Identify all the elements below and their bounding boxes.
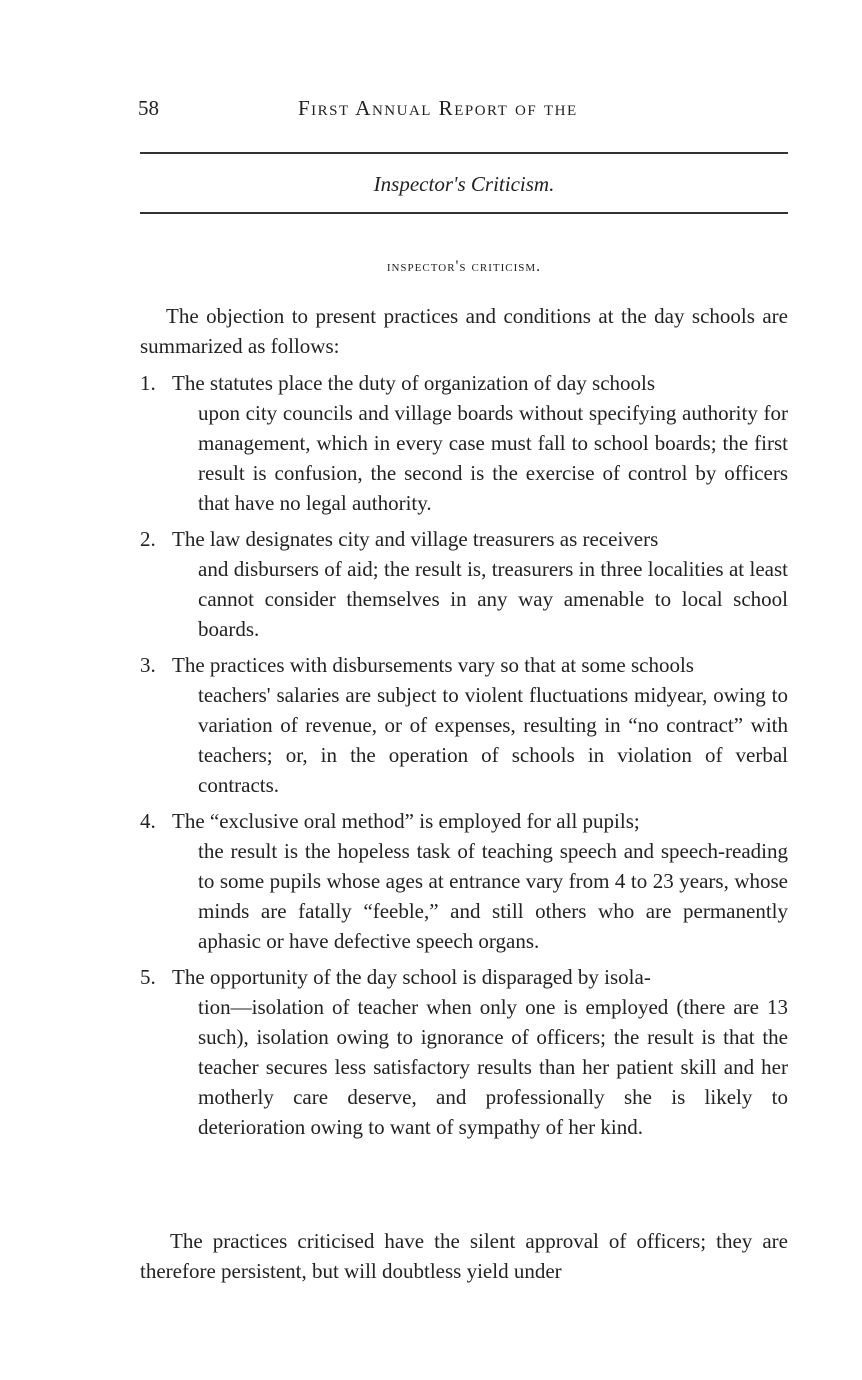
list-item-first-line: The law designates city and village treasurers as receivers <box>172 527 659 551</box>
list-item <box>140 368 788 518</box>
running-title: First Annual Report of the <box>298 96 578 120</box>
list-item-first-line: The statutes place the duty of organization of day schools <box>172 371 656 395</box>
list-item-text: teachers' salaries are subject to violent fluctuations midyear, owing to variation of revenue, or of expenses, resulting in “no contract” with teachers; or, in the operation of schools in violation of verbal contracts. <box>198 683 788 797</box>
list-item-first-line: The opportunity of the day school is disparaged by isola- <box>172 965 651 989</box>
list-item-first-line: The “exclusive oral method” is employed for all pupils; <box>172 809 640 833</box>
page-number: 58 <box>138 96 159 120</box>
list-item-first-line: The practices with disbursements vary so that at some schools <box>172 653 694 677</box>
list-item-number: 1. <box>140 371 156 395</box>
list-item-text: tion—isolation of teacher when only one is employed (there are 13 such), isolation owing to ignorance of officers; the result is that the teacher secures less satisfactory results than her patient skill and her motherly care deserve, and professionally she is likely to deterioration owing to want of sympathy of her kind. <box>198 995 788 1139</box>
list-item <box>140 962 788 1142</box>
list-item <box>140 806 788 956</box>
list-item-number: 5. <box>140 965 156 989</box>
list-item-number: 3. <box>140 653 156 677</box>
top-rule <box>140 152 788 154</box>
list-item <box>140 524 788 644</box>
list-item <box>140 650 788 800</box>
subheading: inspector's criticism. <box>386 258 542 275</box>
criticism-list <box>140 368 788 1148</box>
intro-paragraph: The objection to present practices and conditions at the day schools are summarized as follows: <box>140 304 788 358</box>
closing-paragraph: The practices criticised have the silent approval of officers; they are therefore persistent, but will doubtless yield under <box>140 1229 788 1283</box>
bottom-rule <box>140 212 788 214</box>
section-heading: Inspector's Criticism. <box>373 172 555 196</box>
list-item-text: and disbursers of aid; the result is, treasurers in three localities at least cannot consider themselves in any way amenable to local school boards. <box>198 557 788 641</box>
list-item-number: 4. <box>140 809 156 833</box>
list-item-number: 2. <box>140 527 156 551</box>
running-head <box>138 96 788 126</box>
list-item-text: the result is the hopeless task of teaching speech and speech-reading to some pupils whose ages at entrance vary from 4 to 23 years, whose minds are fatally “feeble,” and still others who are permanently aphasic or have defective speech organs. <box>198 839 788 953</box>
list-item-text: upon city councils and village boards without specifying authority for management, which in every case must fall to school boards; the first result is confusion, the second is the exercise of control by officers that have no legal authority. <box>198 401 788 515</box>
